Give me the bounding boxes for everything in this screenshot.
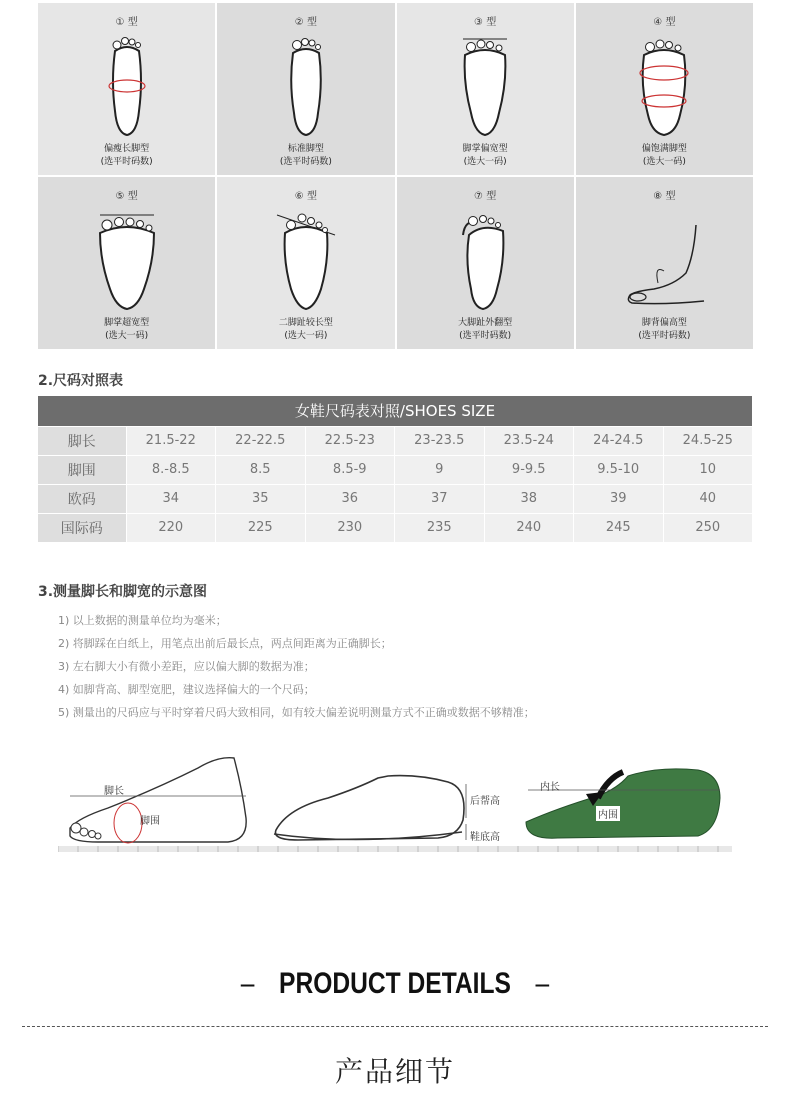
foot-type-advice: (选平时码数) bbox=[459, 331, 512, 341]
heading-dash-left: – bbox=[240, 967, 255, 1000]
foot-outline-icon bbox=[453, 31, 517, 141]
size-table-header: 女鞋尺码表对照/SHOES SIZE bbox=[38, 396, 753, 426]
size-chart-title: 2.尺码对照表 bbox=[38, 373, 124, 389]
table-cell: 220 bbox=[126, 513, 216, 542]
foot-outline-icon bbox=[97, 31, 157, 141]
row-label: 国际码 bbox=[38, 513, 126, 542]
table-cell: 39 bbox=[574, 484, 664, 513]
table-cell: 240 bbox=[484, 513, 574, 542]
table-cell: 8.5 bbox=[216, 455, 306, 484]
foot-type-1 bbox=[38, 3, 215, 175]
table-row bbox=[38, 513, 753, 542]
row-label: 脚围 bbox=[38, 455, 126, 484]
table-cell: 225 bbox=[216, 513, 306, 542]
foot-type-name: 偏饱满脚型 bbox=[641, 144, 687, 154]
table-cell: 235 bbox=[395, 513, 485, 542]
table-cell: 22.5-23 bbox=[305, 426, 395, 455]
foot-outline-icon bbox=[92, 205, 162, 315]
foot-girth-label: 脚围 bbox=[140, 816, 160, 827]
inner-length-label: 内长 bbox=[540, 782, 560, 793]
foot-type-advice: (选平时码数) bbox=[100, 157, 153, 167]
foot-type-4 bbox=[576, 3, 753, 175]
note-item: 2) 将脚踩在白纸上，用笔点出前后最长点，两点间距离为正确脚长； bbox=[58, 637, 392, 650]
row-label: 脚长 bbox=[38, 426, 126, 455]
inner-girth-label: 内围 bbox=[596, 806, 620, 821]
table-cell: 9-9.5 bbox=[484, 455, 574, 484]
table-cell: 245 bbox=[574, 513, 664, 542]
foot-outline-icon bbox=[453, 205, 517, 315]
foot-type-2 bbox=[217, 3, 394, 175]
table-cell: 22-22.5 bbox=[216, 426, 306, 455]
table-cell: 23-23.5 bbox=[395, 426, 485, 455]
product-details-title: PRODUCT DETAILS bbox=[279, 967, 511, 1000]
foot-type-name: 标准脚型 bbox=[287, 144, 324, 154]
foot-type-6 bbox=[217, 177, 394, 349]
table-cell: 35 bbox=[216, 484, 306, 513]
foot-type-number: ⑤ 型 bbox=[115, 191, 138, 202]
measurement-illustration bbox=[58, 748, 732, 863]
heel-height-label: 后帮高 bbox=[470, 796, 500, 807]
table-cell: 36 bbox=[305, 484, 395, 513]
table-cell: 8.-8.5 bbox=[126, 455, 216, 484]
foot-type-number: ⑥ 型 bbox=[294, 191, 317, 202]
foot-type-name: 偏瘦长脚型 bbox=[104, 144, 150, 154]
table-row bbox=[38, 455, 753, 484]
foot-type-advice: (选平时码数) bbox=[279, 157, 332, 167]
product-details-heading bbox=[71, 967, 719, 1001]
foot-type-name: 大脚趾外翻型 bbox=[458, 318, 513, 328]
table-cell: 38 bbox=[484, 484, 574, 513]
table-cell: 24-24.5 bbox=[574, 426, 664, 455]
table-cell: 34 bbox=[126, 484, 216, 513]
foot-type-number: ② 型 bbox=[294, 17, 317, 28]
foot-type-number: ⑧ 型 bbox=[653, 191, 676, 202]
foot-outline-icon bbox=[271, 205, 341, 315]
table-cell: 9 bbox=[395, 455, 485, 484]
table-row bbox=[38, 426, 753, 455]
foot-outline-icon bbox=[632, 31, 696, 141]
sole-height-label: 鞋底高 bbox=[470, 832, 500, 843]
table-row bbox=[38, 484, 753, 513]
table-cell: 23.5-24 bbox=[484, 426, 574, 455]
foot-type-number: ④ 型 bbox=[653, 17, 676, 28]
foot-type-7 bbox=[397, 177, 574, 349]
foot-type-advice: (选大一码) bbox=[284, 331, 328, 341]
foot-type-advice: (选大一码) bbox=[642, 157, 686, 167]
foot-type-advice: (选大一码) bbox=[105, 331, 149, 341]
foot-type-name: 脚掌超宽型 bbox=[104, 318, 150, 328]
foot-type-8 bbox=[576, 177, 753, 349]
note-item: 1) 以上数据的测量单位均为毫米； bbox=[58, 614, 227, 627]
foot-length-label: 脚长 bbox=[104, 786, 124, 797]
foot-type-name: 脚掌偏宽型 bbox=[462, 144, 508, 154]
measurement-notes bbox=[58, 609, 535, 724]
measure-guide-title: 3.测量脚长和脚宽的示意图 bbox=[38, 584, 208, 600]
table-cell: 21.5-22 bbox=[126, 426, 216, 455]
row-label: 欧码 bbox=[38, 484, 126, 513]
table-cell: 24.5-25 bbox=[663, 426, 753, 455]
table-cell: 250 bbox=[663, 513, 753, 542]
foot-type-name: 二脚趾较长型 bbox=[278, 318, 333, 328]
table-cell: 40 bbox=[663, 484, 753, 513]
table-cell: 10 bbox=[663, 455, 753, 484]
note-item: 4) 如脚背高、脚型宽肥，建议选择偏大的一个尺码； bbox=[58, 683, 315, 696]
foot-type-3 bbox=[397, 3, 574, 175]
dashed-divider bbox=[22, 1026, 768, 1027]
foot-type-advice: (选平时码数) bbox=[638, 331, 691, 341]
table-cell: 9.5-10 bbox=[574, 455, 664, 484]
foot-type-advice: (选大一码) bbox=[463, 157, 507, 167]
foot-outline-icon bbox=[276, 31, 336, 141]
foot-type-grid bbox=[38, 3, 753, 349]
foot-type-number: ⑦ 型 bbox=[474, 191, 497, 202]
size-table bbox=[38, 396, 753, 543]
table-cell: 37 bbox=[395, 484, 485, 513]
note-item: 5) 测量出的尺码应与平时穿着尺码大致相同，如有较大偏差说明测量方式不正确或数据不够精准； bbox=[58, 706, 535, 719]
table-cell: 230 bbox=[305, 513, 395, 542]
measurement-diagram bbox=[58, 748, 732, 863]
foot-type-number: ③ 型 bbox=[474, 17, 497, 28]
foot-side-icon bbox=[614, 205, 714, 315]
heading-dash-right: – bbox=[535, 967, 550, 1000]
product-details-subtitle: 产品细节 bbox=[334, 1055, 455, 1088]
note-item: 3) 左右脚大小有微小差距，应以偏大脚的数据为准； bbox=[58, 660, 315, 673]
table-cell: 8.5-9 bbox=[305, 455, 395, 484]
foot-type-5 bbox=[38, 177, 215, 349]
foot-type-number: ① 型 bbox=[115, 17, 138, 28]
foot-type-name: 脚背偏高型 bbox=[641, 318, 687, 328]
